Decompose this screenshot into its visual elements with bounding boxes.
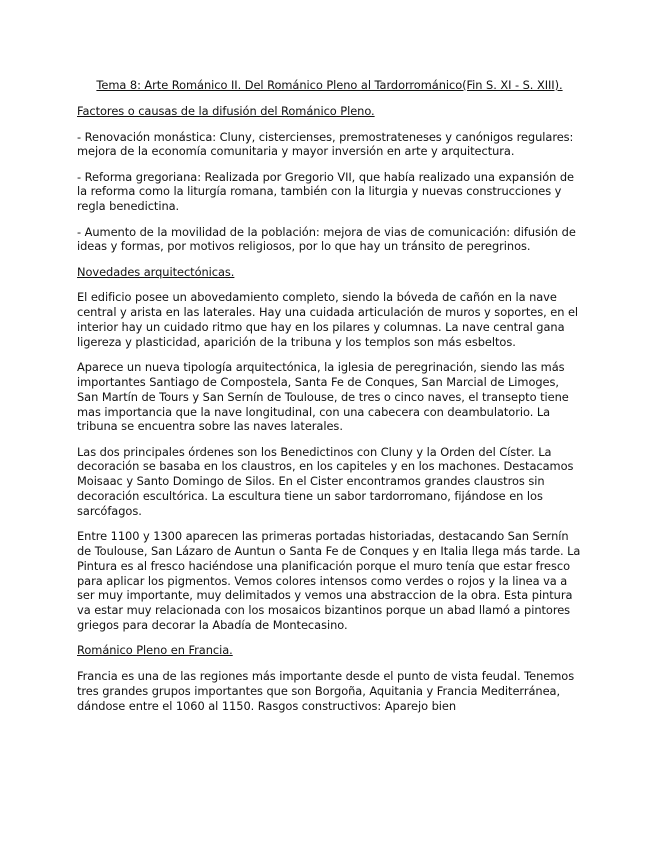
paragraph: Las dos principales órdenes son los Benedictinos con Cluny y la Orden del Císter. La decoración se basaba en los claustros, en los capiteles y en los machones. Destacamos Moisaac y Santo Domingo de Silos. En el Cister encontramos grandes claustros sin decoración escultórica. La escultura tiene un sabor tardorromano, fijándose en los sarcófagos.: [77, 444, 574, 518]
paragraph: El edificio posee un abovedamiento completo, siendo la bóveda de cañón en la nave central y arista en las laterales. Hay una cuidada articulación de muros y soportes, en el interior hay un cuidado ritmo que hay en los pilares y columnas. La nave central gana ligereza y plasticidad, aparición de la tribuna y los templos son más esbeltos.: [77, 290, 579, 349]
section-francia: [77, 643, 582, 713]
paragraph: Francia es una de las regiones más importante desde el punto de vista feudal. Tenemos tres grandes grupos importantes que son Borgoña, Aquitania y Francia Mediterránea, dándose entre el 1060 al 1150. Rasgos constructivos: Aparejo bien: [77, 669, 575, 713]
section-heading: Románico Pleno en Francia.: [77, 643, 233, 658]
document-title: Tema 8: Arte Románico II. Del Románico Pleno al Tardorrománico(Fin S. XI - S. XIII).: [96, 78, 563, 92]
paragraph: - Renovación monástica: Cluny, cistercienses, premostrateneses y canónigos regulares: mejora de la economía comunitaria y mayor inversión en arte y arquitectura.: [77, 129, 574, 159]
paragraph: - Aumento de la movilidad de la población: mejora de vias de comunicación: difusión de ideas y formas, por motivos religiosos, por lo que hay un tránsito de peregrinos.: [77, 224, 576, 254]
document-body: [77, 78, 582, 724]
paragraph: Entre 1100 y 1300 aparecen las primeras portadas historiadas, destacando San Sernín de Toulouse, San Lázaro de Auntun o Santa Fe de Conques y en Italia llega más tarde. La Pintura es al fresco haciéndose una planificación porque el muro tenía que estar fresco para aplicar los pigmentos. Vemos colores intensos como verdes o rojos y la linea va a ser muy importante, muy delimitados y vemos una abstraccion de la obra. Esta pintura va estar muy relacionada con los mosaicos bizantinos porque un abad llamó a pintores griegos para decorar la Abadía de Montecasino.: [77, 529, 581, 632]
paragraph: Aparece un nueva tipología arquitectónica, la iglesia de peregrinación, siendo las más importantes Santiago de Compostela, Santa Fe de Conques, San Marcial de Limoges, San Martín de Tours y San Sernín de Toulouse, de tres o cinco naves, el transepto tiene mas importancia que la nave longitudinal, con una cabecera con deambulatorio. La tribuna se encuentra sobre las naves laterales.: [77, 360, 569, 434]
section-heading: Factores o causas de la difusión del Románico Pleno.: [77, 103, 375, 118]
section-novedades: [77, 265, 582, 633]
section-heading: Novedades arquitectónicas.: [77, 264, 235, 279]
paragraph: - Reforma gregoriana: Realizada por Gregorio VII, que había realizado una expansión de la reforma como la liturgía romana, también con la liturgia y nuevas construcciones y regla benedictina.: [77, 169, 574, 214]
section-factores: [77, 104, 582, 254]
